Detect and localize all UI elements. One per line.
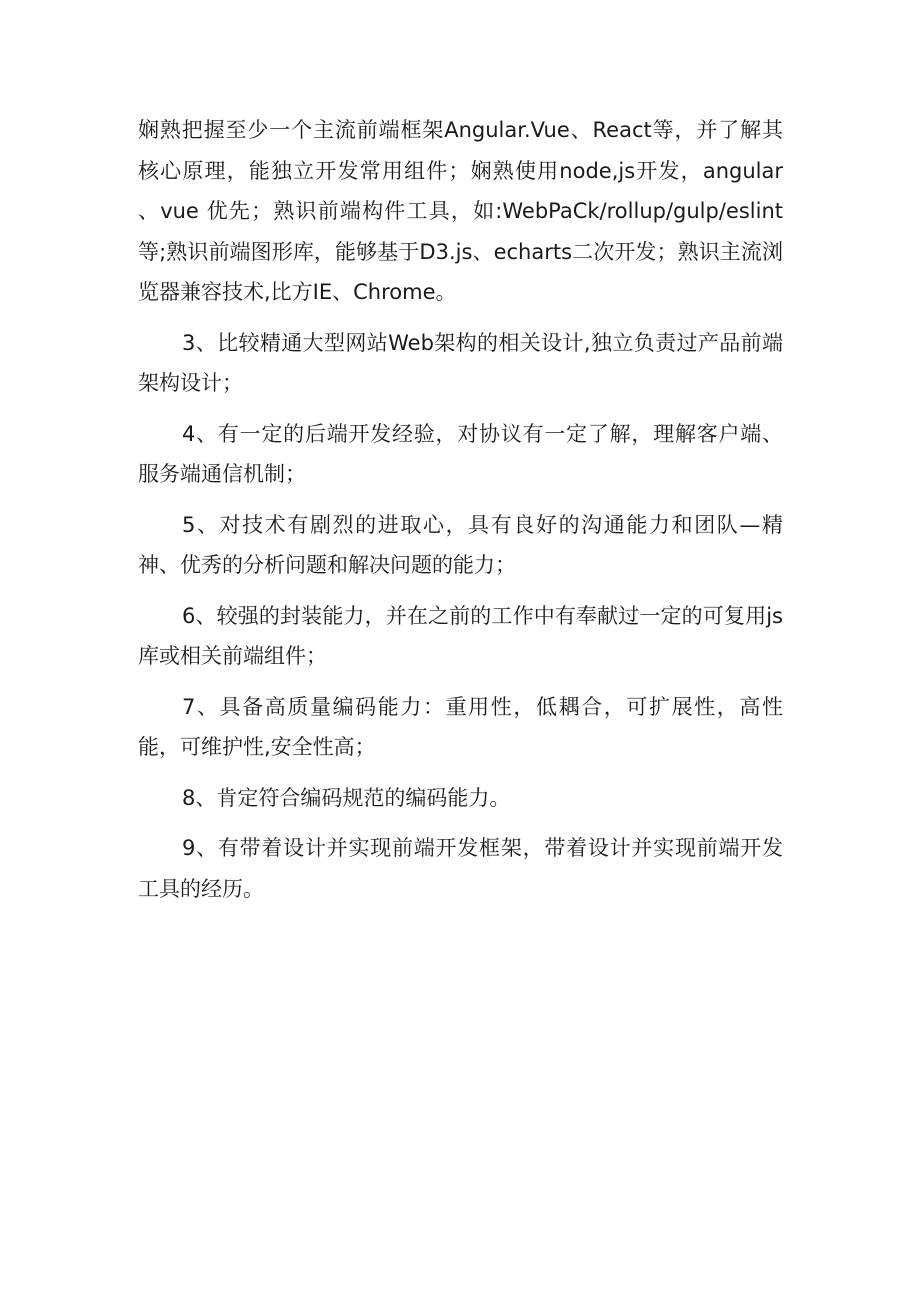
document-body: [138, 110, 783, 919]
paragraph-item-8: 8、肯定符合编码规范的编码能力。: [182, 785, 511, 810]
paragraph-item-4: 4、有一定的后端开发经验，对协议有一定了解，理解客户端、服务端通信机制；: [138, 421, 783, 486]
paragraph-item-6: 6、较强的封装能力，并在之前的工作中有奉献过一定的可复用js库或相关前端组件；: [138, 603, 783, 668]
paragraph-item-3: 3、比较精通大型网站Web架构的相关设计,独立负责过产品前端架构设计；: [138, 330, 783, 395]
paragraph-item-9: 9、有带着设计并实现前端开发框架，带着设计并实现前端开发工具的经历。: [138, 836, 783, 901]
paragraph-item-7: 7、具备高质量编码能力：重用性，低耦合，可扩展性，高性能，可维护性,安全性高；: [138, 694, 783, 759]
paragraph-item-5: 5、对技术有剧烈的进取心，具有良好的沟通能力和团队—精神、优秀的分析问题和解决问题的能力；: [138, 512, 783, 577]
paragraph-lead: 娴熟把握至少一个主流前端框架Angular.Vue、React等，并了解其核心原理，能独立开发常用组件；娴熟使用node,js开发，angular 、vue 优先；熟识前端构件工具，如:WebPaCk/rollup/gulp/eslint等;熟识前端图形库，能够基于D3.js、echarts二次开发；熟识主流浏览器兼容技术,比方IE、Chrome。: [138, 118, 783, 304]
